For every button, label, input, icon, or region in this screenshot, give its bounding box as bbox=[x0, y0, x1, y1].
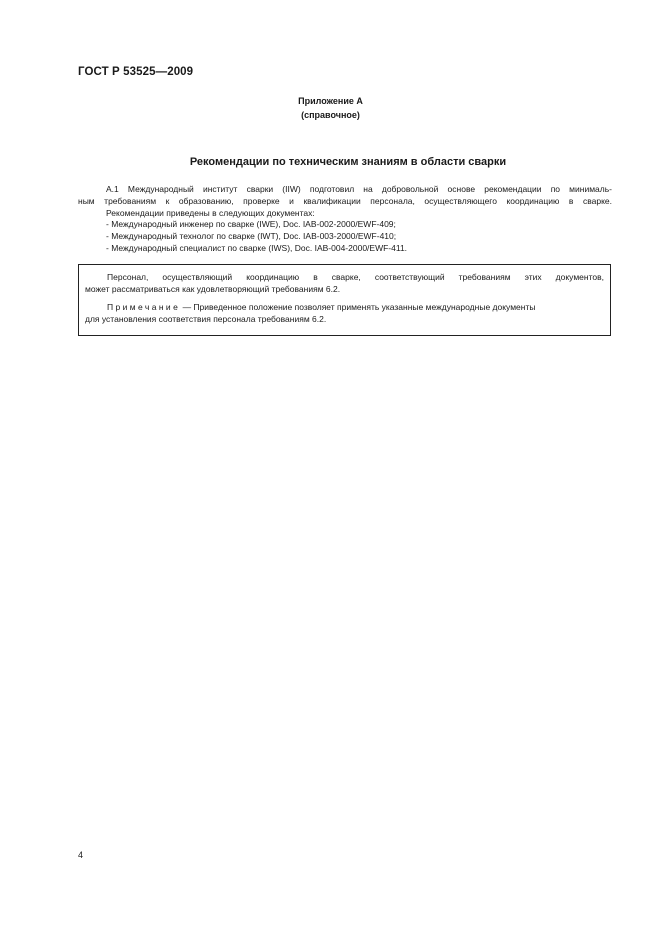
box-paragraph bbox=[85, 271, 604, 295]
document-item: - Международный технолог по сварке (IWT), Doc. IAB-003-2000/EWF-410; bbox=[106, 231, 397, 242]
box-paragraph-line1: Персонал, осуществляющий координацию в сварке, соответствующий требованиям этих документов, bbox=[107, 272, 604, 282]
page-number: 4 bbox=[78, 850, 84, 860]
section-title: Рекомендации по техническим знаниям в области сварки bbox=[189, 156, 507, 168]
note-text: — Приведенное положение позволяет применять указанные международные документы bbox=[180, 302, 536, 312]
document-code: ГОСТ Р 53525—2009 bbox=[78, 66, 194, 78]
documents-intro: Рекомендации приведены в следующих документах: bbox=[106, 207, 315, 218]
annex-title: Приложение А bbox=[298, 96, 363, 106]
document-item: - Международный инженер по сварке (IWE), Doc. IAB-002-2000/EWF-409; bbox=[106, 219, 396, 230]
note-label: Примечание bbox=[107, 302, 181, 312]
box-note-line2: для установления соответствия персонала требованиям 6.2. bbox=[85, 314, 327, 324]
annex-heading bbox=[0, 94, 661, 122]
box-note bbox=[85, 301, 604, 325]
document-item: - Международный специалист по сварке (IWS), Doc. IAB-004-2000/EWF-411. bbox=[106, 242, 408, 253]
box-note-line1 bbox=[85, 301, 604, 313]
paragraph-a1-line2: ным требованиям к образованию, проверке и квалификации персонала, осуществляющего координацию в сварке. bbox=[78, 195, 612, 206]
paragraph-a1-line1: А.1 Международный институт сварки (IIW) подготовил на добровольной основе рекомендации по минималь- bbox=[106, 184, 612, 194]
requirements-box bbox=[78, 264, 611, 336]
body-text bbox=[78, 184, 612, 255]
annex-type: (справочное) bbox=[301, 110, 360, 120]
box-paragraph-line2: может рассматриваться как удовлетворяющий требованиям 6.2. bbox=[85, 284, 341, 294]
